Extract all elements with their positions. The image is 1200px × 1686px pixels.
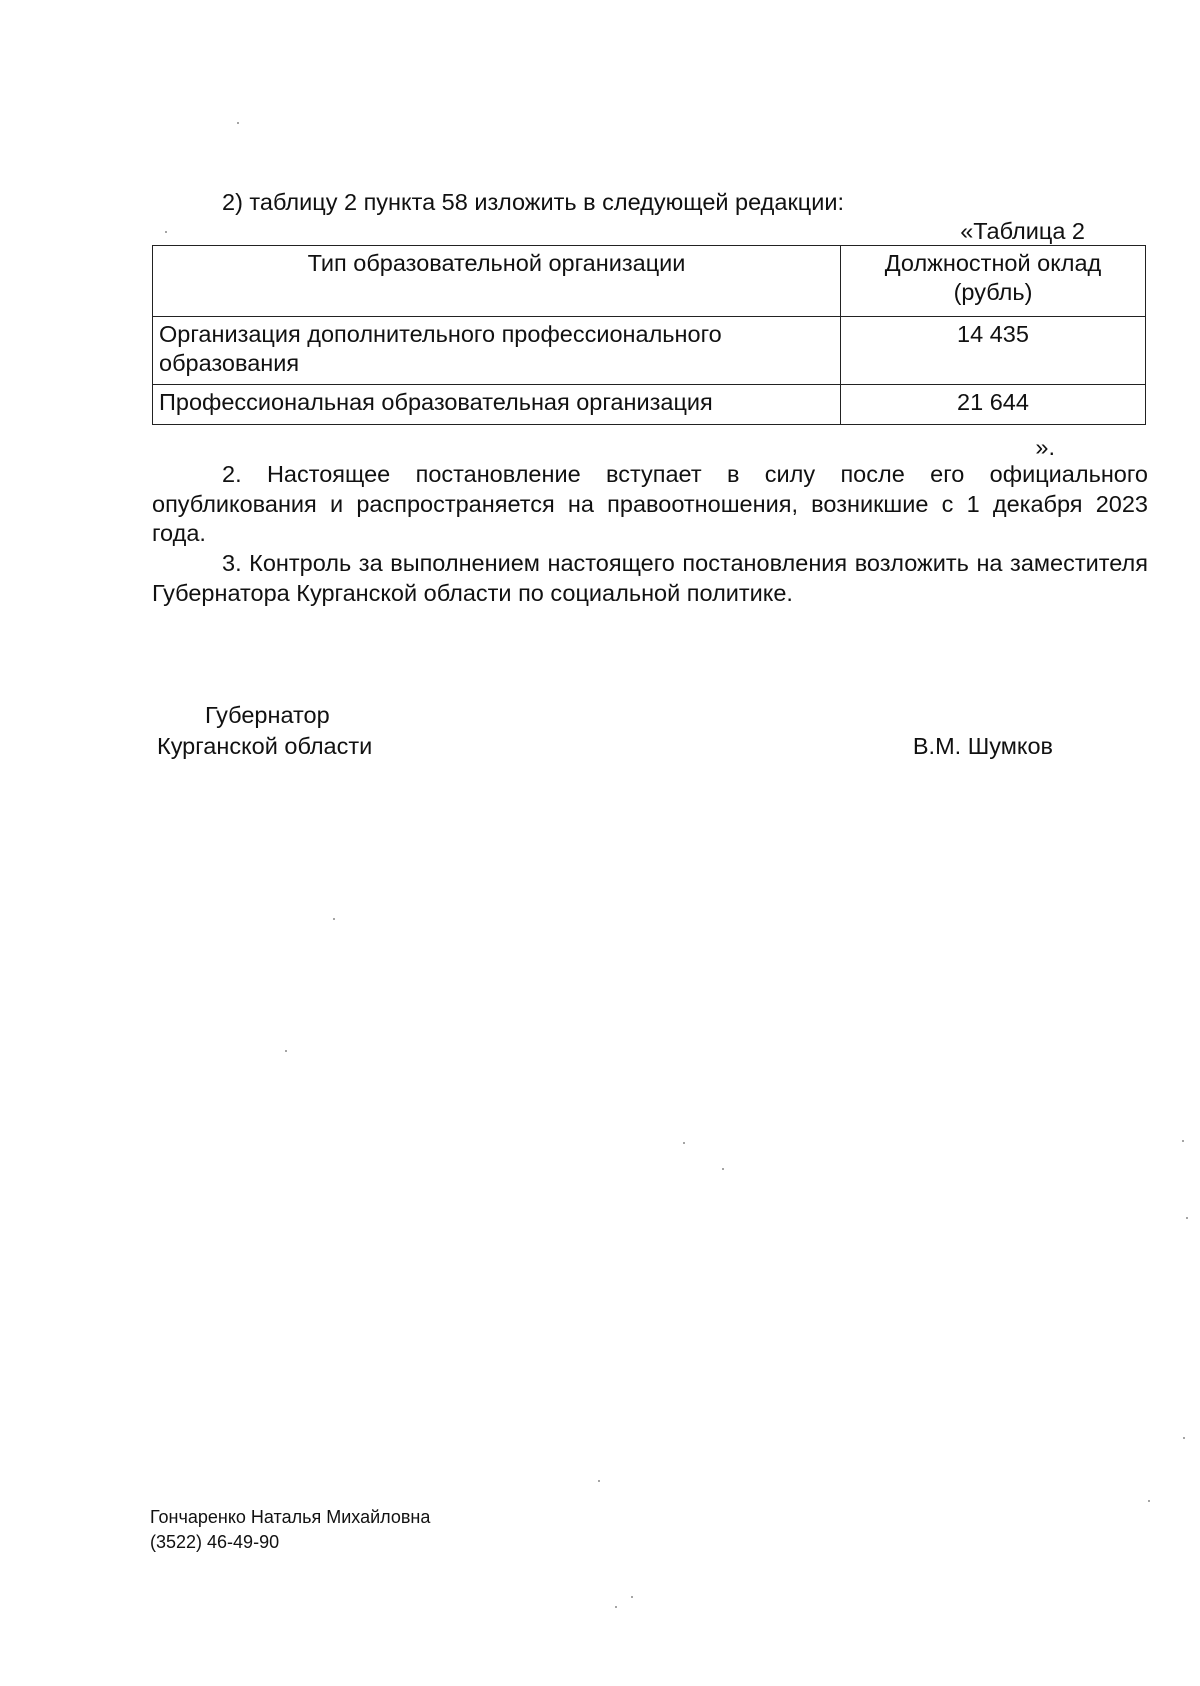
closing-quote: ». xyxy=(1035,434,1055,460)
scan-speck xyxy=(615,1606,617,1608)
scan-speck xyxy=(722,1168,724,1170)
header-org-type: Тип образовательной организации xyxy=(153,246,841,317)
scan-speck xyxy=(165,231,167,233)
table-header-row xyxy=(153,246,1146,317)
table-row xyxy=(153,385,1146,425)
salary-table xyxy=(152,245,1146,425)
scan-speck xyxy=(333,918,335,920)
paragraph-effective-date: 2. Настоящее постановление вступает в силу после его официального опубликования и распространяется на правоотношения, возникшие с 1 декабря 2023 года. xyxy=(152,461,1148,546)
signatory-name: В.М. Шумков xyxy=(912,733,1053,759)
signatory-title: Губернатор xyxy=(205,702,330,728)
amendment-intro: 2) таблицу 2 пункта 58 изложить в следующей редакции: xyxy=(222,189,844,215)
scan-speck xyxy=(683,1142,685,1144)
scan-speck xyxy=(1186,1217,1188,1219)
cell-org-type: Организация дополнительного профессионального образования xyxy=(153,317,841,385)
scan-speck xyxy=(598,1480,600,1482)
executor-phone: (3522) 46-49-90 xyxy=(150,1532,280,1552)
scan-speck xyxy=(1183,1437,1185,1439)
table-row xyxy=(153,317,1146,385)
cell-salary: 21 644 xyxy=(841,385,1146,425)
executor-name: Гончаренко Наталья Михайловна xyxy=(150,1507,431,1527)
cell-org-type: Профессиональная образовательная организация xyxy=(153,385,841,425)
scan-speck xyxy=(1148,1500,1150,1502)
table-caption: «Таблица 2 xyxy=(960,218,1085,244)
scan-speck xyxy=(1182,1140,1184,1142)
scan-speck xyxy=(285,1050,287,1052)
header-salary: Должностной оклад (рубль) xyxy=(841,246,1146,317)
cell-salary: 14 435 xyxy=(841,317,1146,385)
signatory-region: Курганской области xyxy=(157,733,373,759)
scan-speck xyxy=(237,122,239,124)
scan-speck xyxy=(631,1596,633,1598)
paragraph-control: 3. Контроль за выполнением настоящего постановления возложить на заместителя Губернатора Курганской области по социальной политике. xyxy=(152,550,1148,606)
